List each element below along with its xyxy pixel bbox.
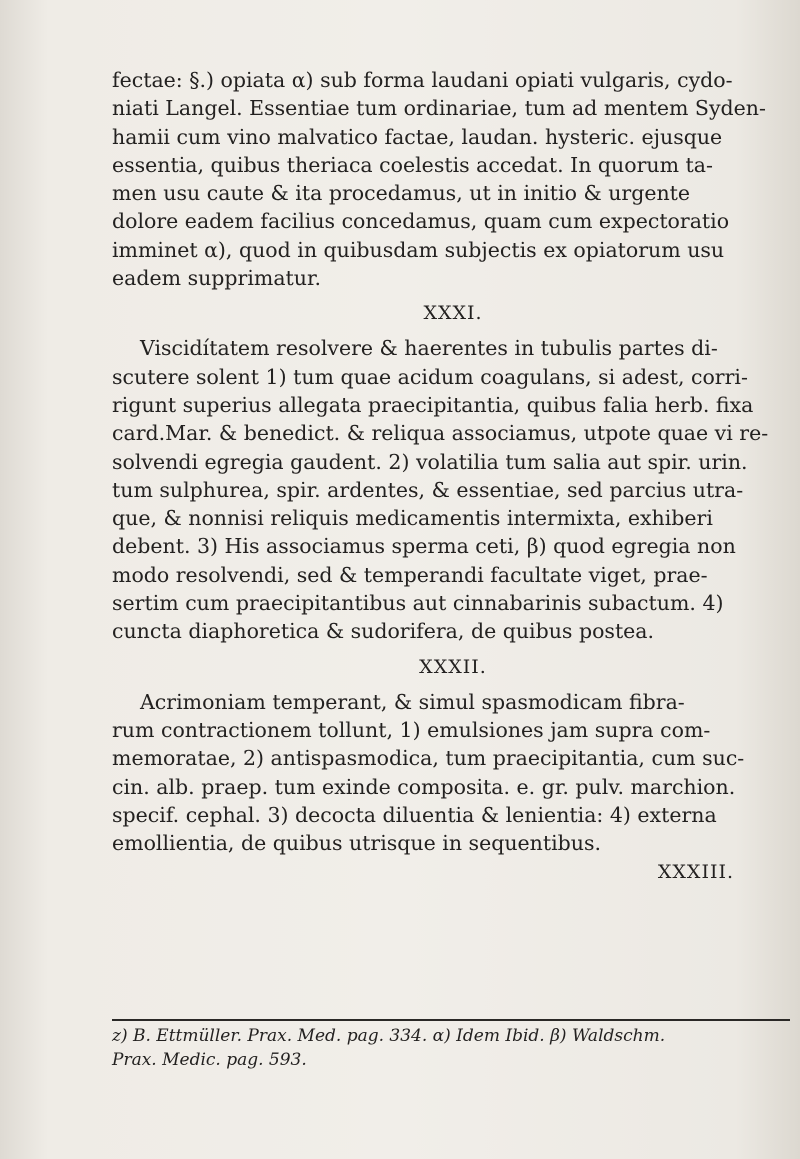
section-heading-32: XXXII. (419, 655, 487, 678)
text-line: fectae: §.) opiata α) sub forma laudani opiati vulgaris, cydo- (112, 68, 733, 92)
text-line: scutere solent 1) tum quae acidum coagulans, si adest, corri- (112, 364, 748, 389)
footnote-line: Prax. Medic. pag. 593. (112, 1050, 307, 1070)
text-line: dolore eadem facilius concedamus, quam cum expectoratio (112, 209, 730, 234)
text-line: rum contractionem tollunt, 1) emulsiones jam supra com- (112, 717, 711, 742)
footnote-divider (112, 1019, 790, 1021)
text-line: niati Langel. Essentiae tum ordinariae, tum ad mentem Syden- (112, 96, 766, 121)
text-line: specif. cephal. 3) decocta diluentia & lenientia: 4) externa (112, 802, 717, 827)
section-31 (112, 334, 794, 645)
text-line: modo resolvendi, sed & temperandi facultate viget, prae- (112, 562, 708, 587)
section-heading-33: XXXIII. (657, 861, 734, 884)
main-text (112, 66, 794, 887)
text-line: solvendi egregia gaudent. 2) volatilia tum salia aut spir. urin. (112, 449, 748, 474)
text-line: Acrimoniam temperant, & simul spasmodicam fibra- (140, 689, 685, 714)
text-line: hamii cum vino malvatico factae, laudan. hysteric. ejusque (112, 124, 723, 149)
text-line: eadem supprimatur. (112, 266, 322, 291)
text-line: emollientia, de quibus utrisque in sequentibus. (112, 831, 602, 856)
text-line: rigunt superius allegata praecipitantia, quibus falia herb. fixa (112, 392, 754, 417)
text-line: essentia, quibus theriaca coelestis accedat. In quorum ta- (112, 152, 713, 177)
text-line: cuncta diaphoretica & sudorifera, de quibus postea. (112, 619, 655, 644)
text-line: que, & nonnisi reliquis medicamentis intermixta, exhiberi (112, 506, 713, 531)
section-32 (112, 688, 794, 858)
text-line: sertim cum praecipitantibus aut cinnabarinis subactum. 4) (112, 591, 724, 616)
text-line: men usu caute & ita procedamus, ut in initio & urgente (112, 181, 691, 206)
text-line: Viscidítatem resolvere & haerentes in tubulis partes di- (140, 336, 718, 361)
text-line: imminet α), quod in quibusdam subjectis ex opiatorum usu (112, 237, 725, 262)
text-line: debent. 3) His associamus sperma ceti, β) quod egregia non (112, 534, 736, 559)
text-line: card.Mar. & benedict. & reliqua associamus, utpote quae vi re- (112, 421, 769, 446)
text-line: memoratae, 2) antispasmodica, tum praecipitantia, cum suc- (112, 746, 745, 771)
section-continuation (112, 66, 794, 292)
section-heading-31: XXXI. (423, 302, 483, 325)
text-line: cin. alb. praep. tum exinde composita. e. gr. pulv. marchion. (112, 774, 736, 799)
footnotes (112, 1024, 792, 1072)
footnote-line: z) B. Ettmüller. Prax. Med. pag. 334. α) Idem Ibid. β) Waldschm. (112, 1026, 666, 1046)
text-line: tum sulphurea, spir. ardentes, & essentiae, sed parcius utra- (112, 477, 744, 502)
